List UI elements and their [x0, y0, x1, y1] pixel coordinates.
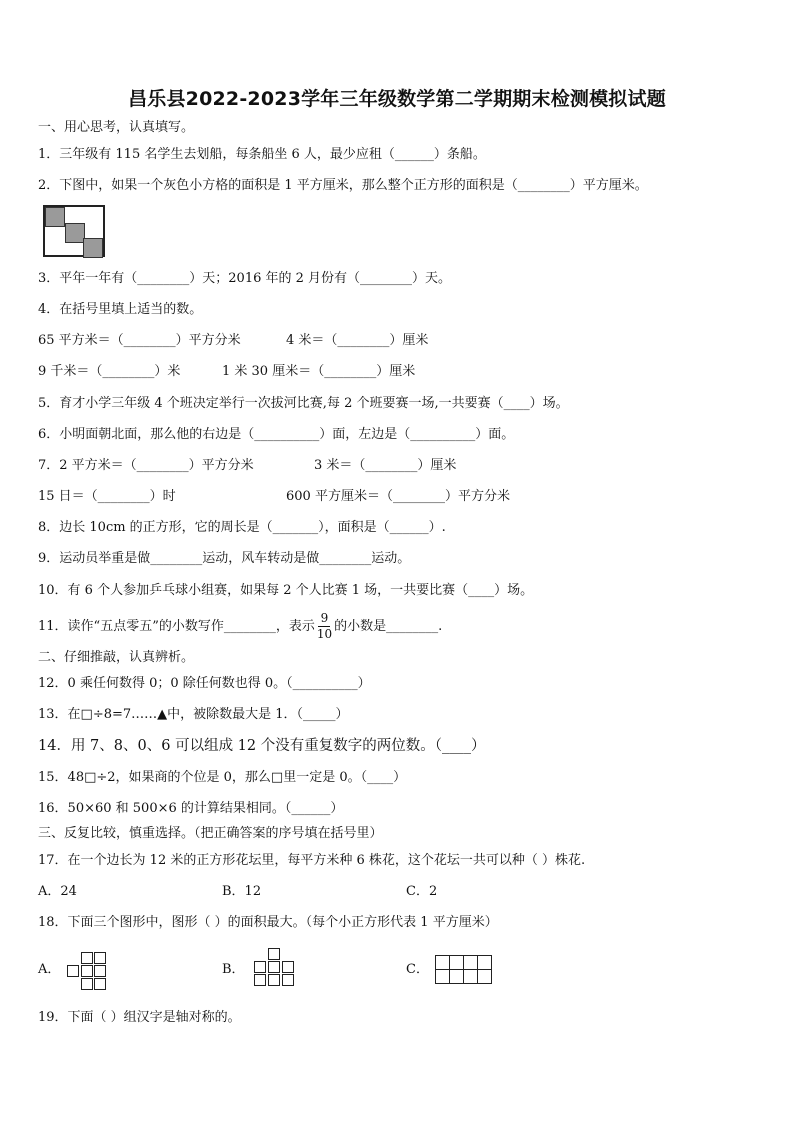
question-2-square-figure — [43, 205, 105, 257]
question-6: 6．小明面朝北面，那么他的右边是（__________）面，左边是（__________）面。 — [38, 427, 515, 442]
question-3: 3．平年一年有（________）天；2016 年的 2 月份有（________）天。 — [38, 271, 452, 286]
figure-c-shape — [435, 955, 495, 987]
question-9: 9．运动员举重是做________运动，风车转动是做________运动。 — [38, 551, 411, 566]
section-3-heading: 三、反复比较，慎重选择。（把正确答案的序号填在括号里） — [38, 826, 383, 841]
question-18-option-c: C． — [406, 962, 429, 977]
question-11-text-b: 的小数是________. — [334, 619, 443, 634]
question-12: 12．0 乘任何数得 0；0 除任何数也得 0。（__________） — [38, 676, 371, 691]
page-title: 昌乐县2022-2023学年三年级数学第二学期期末检测模拟试题 — [128, 88, 666, 110]
question-18-option-a: A． — [38, 962, 61, 977]
question-13: 13．在□÷8=7……▲中，被除数最大是 1．（_____） — [38, 707, 349, 722]
question-4c: 9 千米＝（________）米 — [38, 364, 181, 379]
question-17-option-c: C．2 — [406, 884, 438, 899]
question-14: 14．用 7、8、0、6 可以组成 12 个没有重复数字的两位数。（____） — [38, 738, 486, 754]
section-1-heading: 一、用心思考，认真填写。 — [38, 120, 195, 135]
question-17: 17．在一个边长为 12 米的正方形花坛里，每平方米种 6 株花，这个花坛一共可以种（ ）株花. — [38, 853, 586, 868]
question-11-text-a: 11．读作“五点零五”的小数写作________，表示 — [38, 619, 315, 634]
question-7d: 600 平方厘米＝（________）平方分米 — [286, 489, 510, 504]
question-2: 2．下图中，如果一个灰色小方格的面积是 1 平方厘米，那么整个正方形的面积是（________）平方厘米。 — [38, 178, 648, 193]
question-18-option-b: B． — [222, 962, 245, 977]
section-2-heading: 二、仔细推敲，认真辨析。 — [38, 650, 195, 665]
question-17-option-a: A．24 — [38, 884, 77, 899]
question-4b: 4 米＝（________）厘米 — [286, 333, 429, 348]
question-17-option-b: B．12 — [222, 884, 262, 899]
fraction-nine-tenths — [317, 612, 332, 641]
question-10: 10．有 6 个人参加乒乓球小组赛，如果每 2 个人比赛 1 场，一共要比赛（____）场。 — [38, 583, 534, 598]
fraction-denominator: 10 — [316, 627, 333, 641]
figure-a-shape — [67, 952, 111, 992]
question-11 — [38, 612, 442, 642]
question-4a: 65 平方米＝（________）平方分米 — [38, 333, 241, 348]
question-18: 18．下面三个图形中，图形（ ）的面积最大。（每个小正方形代表 1 平方厘米） — [38, 915, 498, 930]
question-7a: 7．2 平方米＝（________）平方分米 — [38, 458, 254, 473]
question-15: 15．48□÷2，如果商的个位是 0，那么□里一定是 0。（____） — [38, 770, 407, 785]
question-1: 1．三年级有 115 名学生去划船，每条船坐 6 人，最少应租（______）条船。 — [38, 147, 486, 162]
question-5: 5．育才小学三年级 4 个班决定举行一次拔河比赛,每 2 个班要赛一场,一共要赛（____）场。 — [38, 396, 569, 411]
question-7b: 3 米＝（________）厘米 — [314, 458, 457, 473]
figure-b-shape — [254, 948, 298, 994]
question-4d: 1 米 30 厘米＝（________）厘米 — [222, 364, 416, 379]
question-19: 19．下面（ ）组汉字是轴对称的。 — [38, 1010, 241, 1025]
question-8: 8．边长 10cm 的正方形，它的周长是（_______），面积是（______）. — [38, 520, 446, 535]
question-16: 16．50×60 和 500×6 的计算结果相同。（______） — [38, 801, 344, 816]
fraction-numerator: 9 — [320, 611, 329, 625]
question-4: 4．在括号里填上适当的数。 — [38, 302, 203, 317]
question-7c: 15 日＝（________）时 — [38, 489, 176, 504]
